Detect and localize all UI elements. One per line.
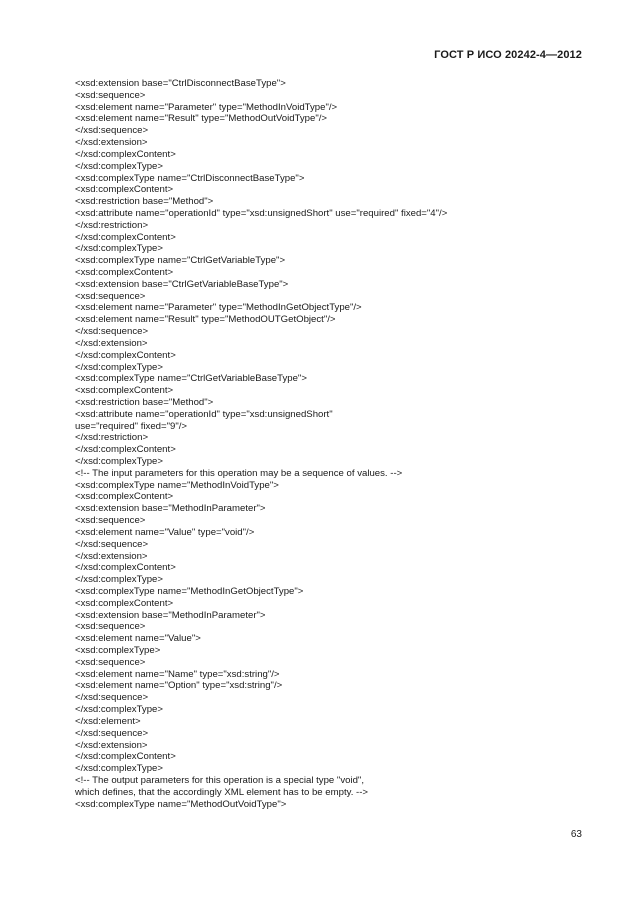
code-line: <xsd:element name="Option" type="xsd:string"/> [75, 680, 283, 692]
code-line: which defines, that the accordingly XML element has to be empty. --> [75, 786, 369, 798]
code-line: <xsd:restriction base="Method"> [75, 396, 214, 408]
code-line: <xsd:element name="Name" type="xsd:string"/> [75, 668, 280, 680]
code-line: <xsd:attribute name="operationId" type="xsd:unsignedShort" [75, 408, 333, 420]
code-line: <xsd:element name="Parameter" type="MethodInVoidType"/> [75, 101, 338, 113]
code-line: <xsd:restriction base="Method"> [75, 196, 214, 208]
code-line: <xsd:element name="Result" type="MethodOUTGetObject"/> [75, 314, 336, 326]
page-number: 63 [570, 829, 582, 840]
code-line: </xsd:complexContent> [75, 562, 176, 574]
code-line: </xsd:extension> [75, 550, 148, 562]
code-line: </xsd:extension> [75, 337, 148, 349]
code-line: <xsd:complexType name="MethodInVoidType"> [75, 479, 279, 491]
code-line: <xsd:complexType name="CtrlGetVariableBaseType"> [75, 373, 307, 385]
code-line: </xsd:sequence> [75, 326, 149, 338]
code-line: <xsd:attribute name="operationId" type="xsd:unsignedShort" use="required" fixed="4"/> [75, 207, 448, 219]
code-line: <xsd:extension base="CtrlDisconnectBaseType"> [75, 78, 286, 89]
code-line: </xsd:complexType> [75, 574, 163, 586]
code-line: </xsd:complexContent> [75, 349, 176, 361]
code-line: </xsd:complexType> [75, 763, 163, 775]
code-line: <xsd:element name="Value"> [75, 633, 201, 645]
code-line: <xsd:sequence> [75, 89, 146, 101]
code-line: </xsd:complexType> [75, 243, 163, 255]
code-line: <xsd:complexContent> [75, 267, 174, 278]
code-line: <xsd:sequence> [75, 515, 146, 527]
code-line: <!-- The output parameters for this operation is a special type "void", [75, 774, 364, 786]
code-line: <xsd:sequence> [75, 621, 146, 633]
code-line: <xsd:element name="Value" type="void"/> [75, 526, 255, 538]
code-line: </xsd:extension> [75, 739, 148, 751]
code-line: </xsd:restriction> [75, 219, 149, 231]
code-line: <xsd:sequence> [75, 290, 146, 302]
code-line: <xsd:sequence> [75, 656, 146, 668]
code-line: <xsd:complexType name="MethodOutVoidType"> [75, 798, 287, 810]
code-line: </xsd:complexContent> [75, 444, 176, 456]
code-line: use="required" fixed="9"/> [75, 420, 188, 432]
code-line: </xsd:complexContent> [75, 751, 176, 763]
code-line: <xsd:complexContent> [75, 385, 174, 397]
code-line: </xsd:sequence> [75, 125, 149, 137]
code-line: </xsd:complexContent> [75, 231, 176, 243]
code-line: </xsd:complexType> [75, 704, 163, 716]
code-line: </xsd:complexType> [75, 160, 163, 172]
code-line: <xsd:extension base="MethodInParameter"> [75, 609, 266, 621]
code-line: <xsd:extension base="MethodInParameter"> [75, 503, 266, 515]
code-line: <xsd:complexType name="MethodInGetObjectType"> [75, 585, 304, 597]
code-line: <xsd:element name="Parameter" type="MethodInGetObjectType"/> [75, 302, 362, 314]
code-line: </xsd:element> [75, 715, 141, 727]
code-line: <xsd:complexType> [75, 645, 161, 656]
code-line: </xsd:restriction> [75, 432, 149, 444]
code-line: </xsd:complexType> [75, 456, 163, 467]
code-line: <xsd:complexType name="CtrlGetVariableType"> [75, 255, 286, 267]
code-line: </xsd:complexContent> [75, 148, 176, 160]
xml-schema-listing [75, 78, 575, 810]
code-line: <xsd:complexContent> [75, 597, 174, 609]
code-line: </xsd:complexType> [75, 361, 163, 373]
code-line: </xsd:sequence> [75, 727, 149, 739]
code-line: <xsd:extension base="CtrlGetVariableBaseType"> [75, 278, 289, 290]
code-line: <!-- The input parameters for this operation may be a sequence of values. --> [75, 467, 403, 479]
code-line: <xsd:complexContent> [75, 491, 174, 503]
code-line: </xsd:sequence> [75, 538, 149, 550]
code-line: <xsd:complexContent> [75, 184, 174, 196]
code-line: </xsd:sequence> [75, 692, 149, 704]
code-line: <xsd:complexType name="CtrlDisconnectBaseType"> [75, 172, 305, 184]
code-line: <xsd:element name="Result" type="MethodOutVoidType"/> [75, 113, 328, 125]
code-line: </xsd:extension> [75, 137, 148, 149]
standard-designation: ГОСТ Р ИСО 20242-4—2012 [434, 49, 582, 61]
